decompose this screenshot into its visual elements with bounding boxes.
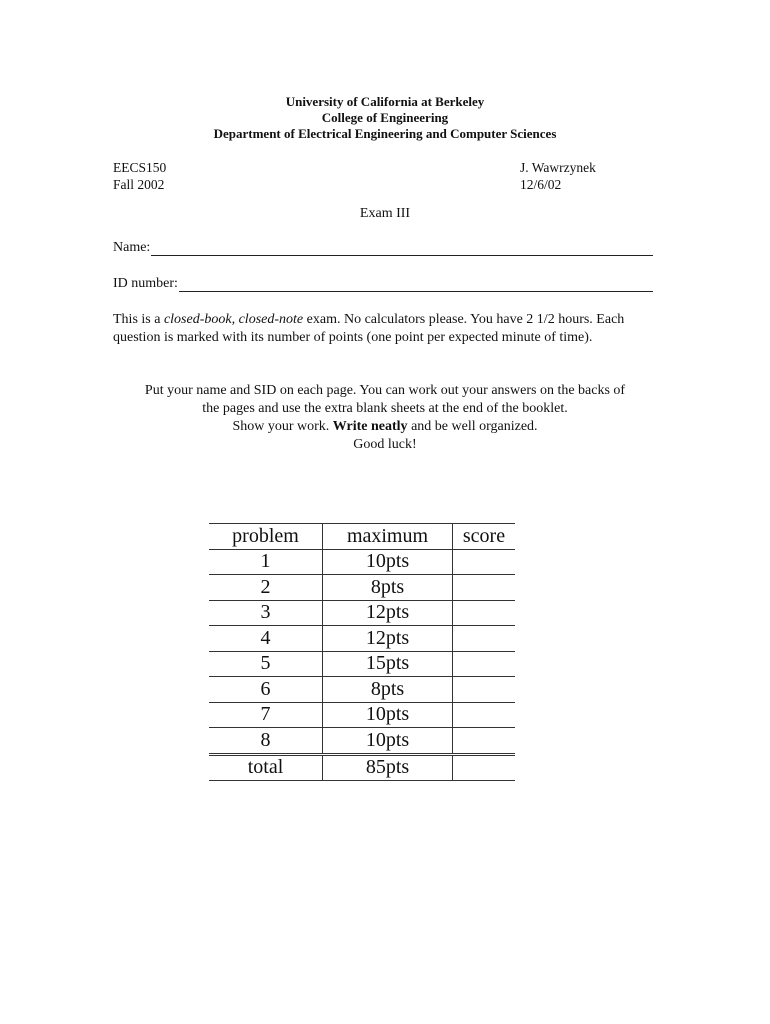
maximum-points: 10pts [323, 702, 453, 728]
score-cell[interactable] [453, 575, 516, 601]
institution-header [0, 94, 770, 142]
instructions-line-3-prefix: Show your work. [232, 419, 333, 434]
problem-number: 6 [209, 677, 323, 703]
instructions-line-1: Put your name and SID on each page. You can work out your answers on the backs of [144, 383, 626, 398]
total-score-cell[interactable] [453, 754, 516, 781]
id-number-label: ID number: [113, 276, 178, 291]
score-cell[interactable] [453, 626, 516, 652]
header-score: score [453, 524, 516, 550]
instructions-good-luck: Good luck! [353, 437, 417, 452]
problem-number: 1 [209, 549, 323, 575]
total-label: total [209, 754, 323, 781]
problem-number: 5 [209, 651, 323, 677]
table-row [209, 651, 515, 677]
maximum-points: 12pts [323, 600, 453, 626]
course-term: Fall 2002 [113, 177, 165, 192]
header-problem: problem [209, 524, 323, 550]
course-code: EECS150 [113, 160, 167, 175]
table-row [209, 600, 515, 626]
table-row [209, 575, 515, 601]
problem-number: 7 [209, 702, 323, 728]
score-table [209, 523, 515, 781]
id-number-blank-line[interactable] [179, 278, 653, 292]
score-cell[interactable] [453, 549, 516, 575]
header-maximum: maximum [323, 524, 453, 550]
table-row [209, 677, 515, 703]
exam-instructions [0, 382, 770, 454]
score-cell[interactable] [453, 677, 516, 703]
problem-number: 3 [209, 600, 323, 626]
maximum-points: 10pts [323, 728, 453, 755]
table-row [209, 626, 515, 652]
score-cell[interactable] [453, 651, 516, 677]
intro-suffix: exam. No calculators please. You have 2 1/2 hours. Each question is marked with its number of points (one point per expected minute of time). [113, 312, 625, 345]
name-label: Name: [113, 240, 151, 255]
score-table-header-row [209, 524, 515, 550]
problem-number: 8 [209, 728, 323, 755]
maximum-points: 12pts [323, 626, 453, 652]
instructions-line-3 [0, 418, 770, 436]
score-cell[interactable] [453, 600, 516, 626]
instructor-name: J. Wawrzynek [520, 160, 596, 175]
total-row [209, 754, 515, 781]
problem-number: 2 [209, 575, 323, 601]
maximum-points: 8pts [323, 575, 453, 601]
department-name: Department of Electrical Engineering and Computer Sciences [213, 126, 557, 141]
instructions-write-neatly: Write neatly [332, 419, 408, 434]
total-maximum: 85pts [323, 754, 453, 781]
name-field[interactable] [113, 240, 653, 256]
exam-date: 12/6/02 [520, 177, 562, 192]
instructions-line-2: the pages and use the extra blank sheets at the end of the booklet. [202, 401, 568, 416]
maximum-points: 10pts [323, 549, 453, 575]
college-name: College of Engineering [321, 110, 449, 125]
score-cell[interactable] [453, 702, 516, 728]
score-cell[interactable] [453, 728, 516, 755]
table-row [209, 549, 515, 575]
intro-prefix: This is a [113, 312, 164, 327]
exam-title: Exam III [359, 206, 411, 221]
exam-intro-paragraph [113, 311, 658, 346]
university-name: University of California at Berkeley [285, 94, 485, 109]
intro-emphasis: closed-book, closed-note [163, 312, 304, 327]
course-info [113, 159, 166, 193]
maximum-points: 15pts [323, 651, 453, 677]
table-row [209, 728, 515, 755]
name-blank-line[interactable] [151, 242, 653, 256]
instructor-info [520, 159, 596, 193]
id-number-field[interactable] [113, 276, 653, 292]
maximum-points: 8pts [323, 677, 453, 703]
problem-number: 4 [209, 626, 323, 652]
table-row [209, 702, 515, 728]
instructions-line-3-suffix: and be well organized. [407, 419, 538, 434]
